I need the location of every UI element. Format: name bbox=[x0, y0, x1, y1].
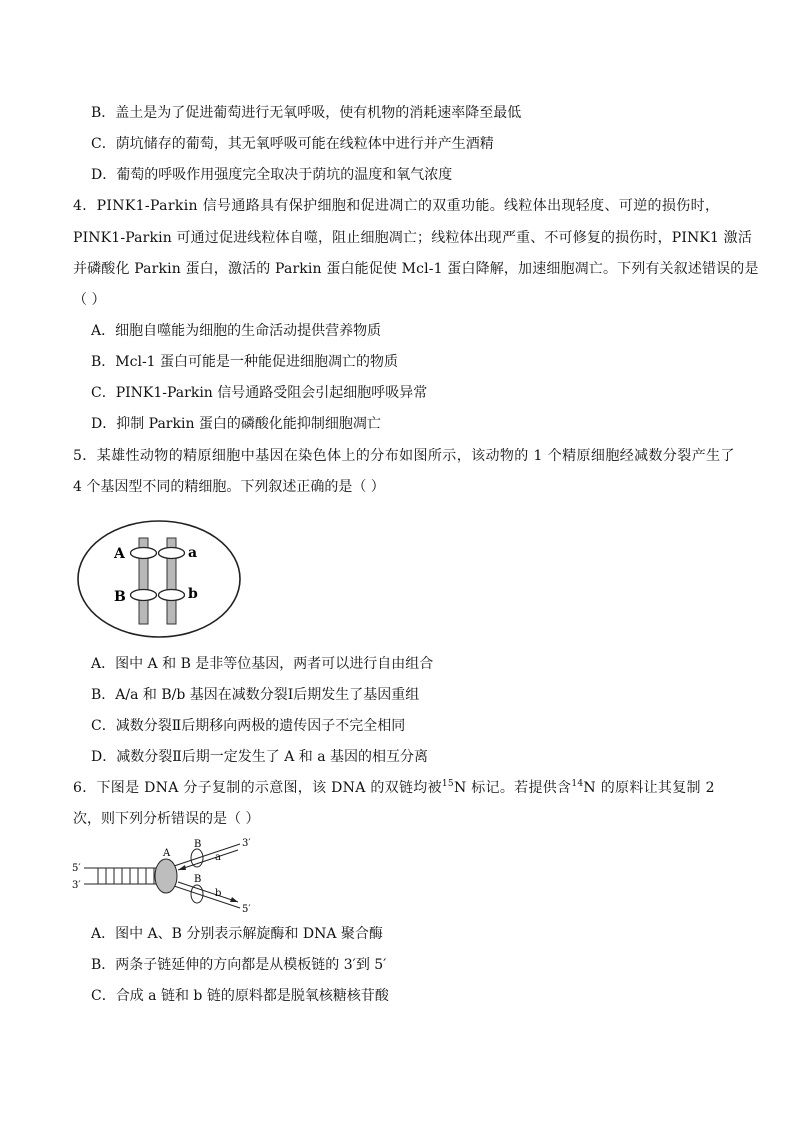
label-3prime-left: 3′ bbox=[72, 880, 81, 891]
q5-option-a: A．图中 A 和 B 是非等位基因，两者可以进行自由组合 bbox=[91, 656, 434, 672]
cell-outline bbox=[78, 521, 240, 637]
locus-B bbox=[131, 590, 157, 601]
q5-option-c: C．减数分裂Ⅱ后期移向两极的遗传因子不完全相同 bbox=[91, 718, 406, 734]
q3-option-c: C．荫坑储存的葡萄，其无氧呼吸可能在线粒体中进行并产生酒精 bbox=[91, 136, 494, 152]
q6-option-a: A．图中 A、B 分别表示解旋酶和 DNA 聚合酶 bbox=[91, 926, 383, 942]
q6-stem-line2: 次，则下列分析错误的是（ ） bbox=[73, 811, 260, 827]
q5-chromosome-figure bbox=[76, 518, 242, 640]
q6-dna-replication-figure bbox=[70, 836, 260, 916]
q4-stem-line4: （ ） bbox=[73, 292, 106, 308]
label-b: b bbox=[188, 586, 198, 602]
q4-stem-line2: PINK1-Parkin 可通过促进线粒体自噬，阻止细胞凋亡；线粒体出现严重、不可修复的损伤时，PINK1 激活 bbox=[73, 230, 752, 246]
q5-option-d: D．减数分裂Ⅱ后期一定发生了 A 和 a 基因的相互分离 bbox=[91, 749, 428, 765]
label-3prime-right: 3′ bbox=[242, 838, 251, 849]
q6-stem-line1 bbox=[73, 778, 715, 798]
q5-stem-line2: 4 个基因型不同的精细胞。下列叙述正确的是（ ） bbox=[73, 479, 385, 495]
q6-sup-15: 15 bbox=[441, 779, 454, 789]
label-B-bottom: B bbox=[194, 874, 202, 885]
q4-stem-line3: 并磷酸化 Parkin 蛋白，激活的 Parkin 蛋白能促使 Mcl-1 蛋白降解，加速细胞凋亡。下列有关叙述错误的是 bbox=[73, 261, 759, 277]
base-pair-rungs bbox=[98, 868, 154, 884]
q6-stem-part2: N 标记。若提供含 bbox=[453, 780, 572, 796]
locus-b bbox=[159, 590, 185, 601]
q4-option-a: A．细胞自噬能为细胞的生命活动提供营养物质 bbox=[91, 323, 382, 339]
q4-stem-line1: 4．PINK1-Parkin 信号通路具有保护细胞和促进凋亡的双重功能。线粒体出现轻度、可逆的损伤时， bbox=[73, 198, 720, 214]
label-A: A bbox=[114, 546, 125, 562]
label-5prime-left: 5′ bbox=[72, 863, 81, 874]
q5-option-b: B．A/a 和 B/b 基因在减数分裂Ⅰ后期发生了基因重组 bbox=[91, 687, 420, 703]
q6-option-c: C．合成 a 链和 b 链的原料都是脱氧核糖核苷酸 bbox=[91, 988, 389, 1004]
q4-option-b: B．Mcl-1 蛋白可能是一种能促进细胞凋亡的物质 bbox=[91, 354, 399, 370]
q6-stem-part1: 6．下图是 DNA 分子复制的示意图，该 DNA 的双链均被 bbox=[73, 780, 442, 796]
locus-a bbox=[159, 548, 185, 559]
q4-option-d: D．抑制 Parkin 蛋白的磷酸化能抑制细胞凋亡 bbox=[91, 416, 381, 432]
q3-option-b: B．盖土是为了促进葡萄进行无氧呼吸，使有机物的消耗速率降至最低 bbox=[91, 105, 522, 121]
q6-sup-14: 14 bbox=[571, 779, 584, 789]
label-5prime-right: 5′ bbox=[242, 904, 251, 915]
q6-stem-part3: N 的原料让其复制 2 bbox=[583, 780, 715, 796]
label-strand-b: b bbox=[215, 888, 222, 899]
label-B-top: B bbox=[194, 839, 202, 850]
label-A: A bbox=[163, 848, 171, 859]
label-B: B bbox=[114, 589, 126, 605]
label-strand-a: a bbox=[215, 852, 221, 863]
helicase-A bbox=[155, 859, 177, 893]
locus-A bbox=[131, 548, 157, 559]
q4-option-c: C．PINK1-Parkin 信号通路受阻会引起细胞呼吸异常 bbox=[91, 385, 428, 401]
q3-option-d: D．葡萄的呼吸作用强度完全取决于荫坑的温度和氧气浓度 bbox=[91, 167, 453, 183]
label-a: a bbox=[188, 545, 198, 561]
q5-stem-line1: 5．某雄性动物的精原细胞中基因在染色体上的分布如图所示，该动物的 1 个精原细胞经减数分裂产生了 bbox=[73, 448, 735, 464]
q6-option-b: B．两条子链延伸的方向都是从模板链的 3′到 5′ bbox=[91, 957, 387, 973]
